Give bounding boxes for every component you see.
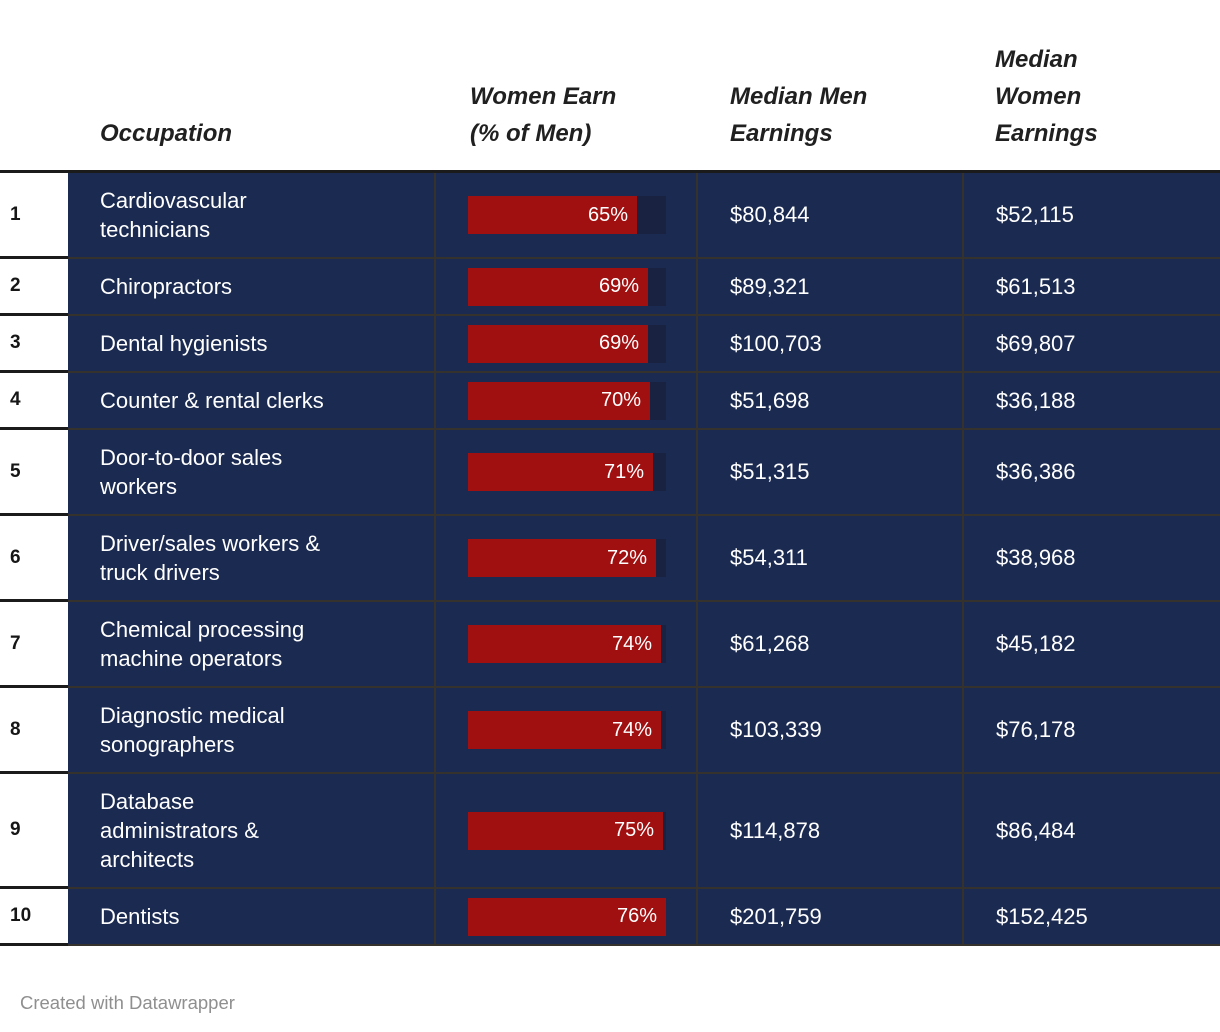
header-line: Median: [995, 46, 1078, 73]
occupation-cell: [68, 373, 436, 430]
percent-bar-track: [468, 268, 666, 306]
women-earn-cell: [436, 430, 698, 516]
percent-bar-label: 69%: [598, 275, 639, 297]
percent-bar-label: 74%: [611, 718, 652, 741]
header-line: Earnings: [730, 120, 833, 147]
women-earn-cell: [436, 259, 698, 316]
percent-bar: [468, 268, 648, 306]
column-header-occupation: [68, 115, 436, 170]
table-body: [0, 170, 1220, 946]
percent-bar-track: [468, 711, 666, 749]
row-number: 7: [0, 602, 68, 688]
row-number: 5: [0, 430, 68, 516]
row-number: 1: [0, 173, 68, 259]
row-number: 8: [0, 688, 68, 774]
row-number: 10: [0, 889, 68, 946]
table-header-row: [0, 0, 1220, 170]
header-line: Women Earn: [470, 83, 617, 110]
percent-bar-label: 72%: [606, 546, 647, 569]
header-line: Earnings: [995, 120, 1098, 147]
datawrapper-credit[interactable]: Created with Datawrapper: [20, 992, 235, 1013]
women-earn-cell: [436, 373, 698, 430]
occupation-cell: [68, 259, 436, 316]
percent-bar-track: [468, 382, 666, 420]
row-number: 4: [0, 373, 68, 430]
women-earn-cell: [436, 602, 698, 688]
header-line: (% of Men): [470, 120, 592, 147]
row-number: 9: [0, 774, 68, 889]
median-women-cell: $76,178: [964, 688, 1220, 774]
percent-bar-label: 70%: [600, 389, 641, 411]
table-row: [0, 430, 1220, 516]
percent-bar-label: 65%: [587, 203, 628, 226]
percent-bar: [468, 453, 653, 491]
column-header-women-earn: [436, 78, 698, 170]
median-men-cell: $201,759: [698, 889, 964, 946]
occupation-line: truck drivers: [100, 560, 220, 585]
occupation-line: technicians: [100, 217, 211, 242]
women-earn-cell: [436, 316, 698, 373]
table-row: [0, 602, 1220, 688]
percent-bar-label: 76%: [616, 905, 657, 927]
occupation-cell: [68, 516, 436, 602]
occupation-line: Door-to-door sales: [100, 445, 283, 470]
table-row: [0, 774, 1220, 889]
percent-bar-label: 74%: [611, 632, 652, 655]
row-number: 2: [0, 259, 68, 316]
median-men-cell: $89,321: [698, 259, 964, 316]
median-women-cell: $152,425: [964, 889, 1220, 946]
occupation-cell: [68, 173, 436, 259]
percent-bar-label: 69%: [598, 332, 639, 354]
median-men-cell: $103,339: [698, 688, 964, 774]
occupation-cell: [68, 889, 436, 946]
column-header-median-women: [964, 41, 1220, 170]
women-earn-cell: [436, 173, 698, 259]
table-row: [0, 373, 1220, 430]
median-men-cell: $54,311: [698, 516, 964, 602]
row-number: 3: [0, 316, 68, 373]
table-row: [0, 516, 1220, 602]
header-line: Women: [995, 83, 1082, 110]
column-header-median-men: [698, 78, 964, 170]
percent-bar: [468, 382, 650, 420]
median-women-cell: $61,513: [964, 259, 1220, 316]
median-women-cell: $45,182: [964, 602, 1220, 688]
occupation-line: Chiropractors: [100, 274, 233, 299]
occupation-line: Dentists: [100, 904, 180, 929]
occupation-cell: [68, 602, 436, 688]
occupation-line: Chemical processing: [100, 617, 305, 642]
percent-bar-label: 75%: [613, 819, 654, 841]
median-women-cell: $36,188: [964, 373, 1220, 430]
header-line: Median Men: [730, 83, 868, 110]
women-earn-cell: [436, 774, 698, 889]
occupation-line: administrators &: [100, 818, 259, 843]
occupation-line: Counter & rental clerks: [100, 388, 324, 413]
percent-bar-track: [468, 812, 666, 850]
median-men-cell: $100,703: [698, 316, 964, 373]
percent-bar: [468, 625, 661, 663]
occupation-line: Driver/sales workers &: [100, 531, 321, 556]
row-number: 6: [0, 516, 68, 602]
occupation-line: Cardiovascular: [100, 188, 247, 213]
percent-bar-track: [468, 453, 666, 491]
occupation-line: architects: [100, 847, 195, 872]
table-row: [0, 173, 1220, 259]
occupation-line: sonographers: [100, 732, 235, 757]
median-men-cell: $51,315: [698, 430, 964, 516]
median-men-cell: $51,698: [698, 373, 964, 430]
table-row: [0, 688, 1220, 774]
median-men-cell: $114,878: [698, 774, 964, 889]
occupation-line: Diagnostic medical: [100, 703, 285, 728]
occupation-cell: [68, 316, 436, 373]
occupation-line: Dental hygienists: [100, 331, 268, 356]
percent-bar: [468, 196, 637, 234]
occupation-cell: [68, 688, 436, 774]
percent-bar-label: 71%: [603, 460, 644, 483]
median-men-cell: $80,844: [698, 173, 964, 259]
occupation-cell: [68, 430, 436, 516]
median-women-cell: $38,968: [964, 516, 1220, 602]
percent-bar-track: [468, 539, 666, 577]
percent-bar: [468, 325, 648, 363]
women-earn-cell: [436, 516, 698, 602]
median-women-cell: $69,807: [964, 316, 1220, 373]
percent-bar-track: [468, 196, 666, 234]
percent-bar: [468, 711, 661, 749]
occupation-line: workers: [100, 474, 178, 499]
percent-bar-track: [468, 325, 666, 363]
table-row: [0, 316, 1220, 373]
occupation-cell: [68, 774, 436, 889]
table-row: [0, 259, 1220, 316]
women-earn-cell: [436, 688, 698, 774]
women-earn-cell: [436, 889, 698, 946]
percent-bar: [468, 898, 666, 936]
percent-bar: [468, 812, 663, 850]
percent-bar-track: [468, 625, 666, 663]
header-line: Occupation: [100, 120, 233, 147]
median-women-cell: $36,386: [964, 430, 1220, 516]
occupation-line: machine operators: [100, 646, 283, 671]
median-women-cell: $52,115: [964, 173, 1220, 259]
occupation-line: Database: [100, 789, 195, 814]
percent-bar-track: [468, 898, 666, 936]
table-row: [0, 889, 1220, 946]
median-women-cell: $86,484: [964, 774, 1220, 889]
median-men-cell: $61,268: [698, 602, 964, 688]
percent-bar: [468, 539, 656, 577]
